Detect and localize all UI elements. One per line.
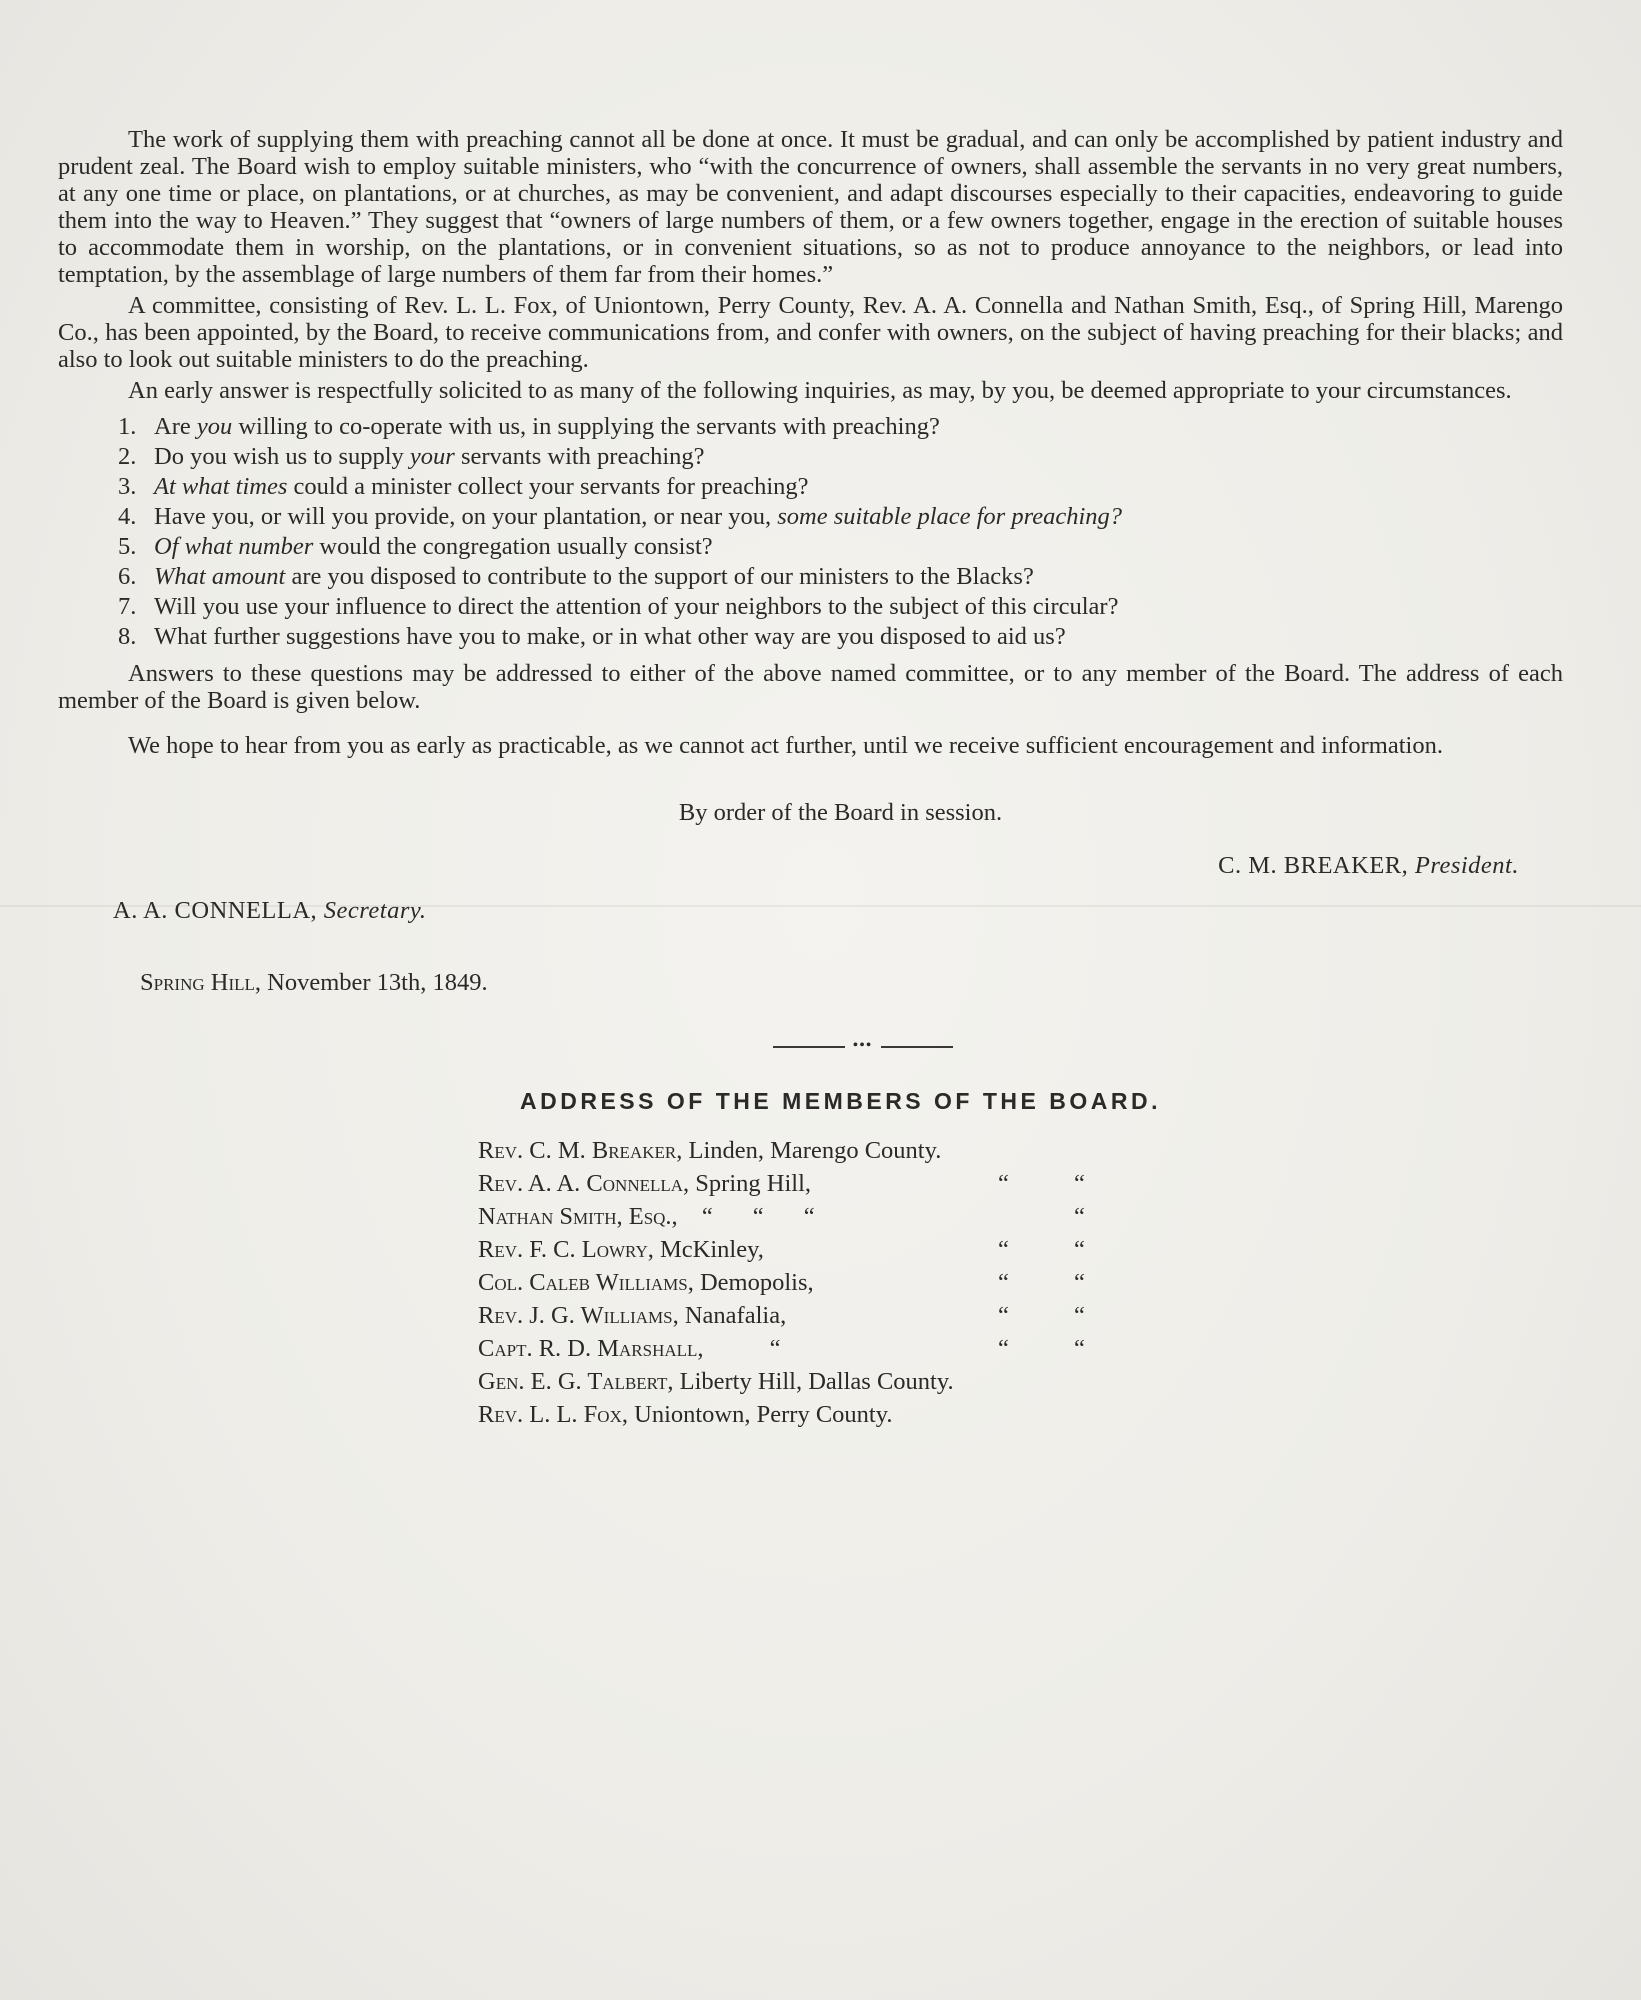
- member-row: Rev. A. A. Connella, Spring Hill, “ “: [478, 1170, 1085, 1197]
- divider-rule-left: [773, 1046, 845, 1048]
- secretary-signature: [113, 897, 1563, 924]
- member-row: Col. Caleb Williams, Demopolis, “ “: [478, 1269, 1085, 1296]
- board-heading: ADDRESS OF THE MEMBERS OF THE BOARD.: [520, 1088, 1161, 1114]
- question-item: 7. Will you use your influence to direct the attention of your neighbors to the subject of this circular?: [118, 593, 1119, 620]
- paragraph-preaching-work: The work of supplying them with preaching cannot all be done at once. It must be gradual, and can only be accomplished by patient industry and prudent zeal. The Board wish to employ suitable ministers, who “with the concurrence of owners, shall assemble the servants in no very great numbers, at any one time or place, on plantations, or at churches, as may be convenient, and adapt discourses especially to their capacities, endeavoring to guide them into the way to Heaven.” They suggest that “owners of large numbers of them, or a few owners together, engage in the erection of suitable houses to accommodate them in worship, on the plantations, or in convenient situations, so as not to produce annoyance to the neighbors, or lead into temptation, by the assemblage of large numbers of them far from their homes.”: [58, 126, 1563, 288]
- member-row: Rev. C. M. Breaker, Linden, Marengo County.: [478, 1137, 942, 1164]
- secretary-name: A. A. CONNELLA,: [113, 897, 318, 924]
- member-row: Gen. E. G. Talbert, Liberty Hill, Dallas County.: [478, 1368, 954, 1395]
- member-row: Rev. L. L. Fox, Uniontown, Perry County.: [478, 1401, 893, 1428]
- order-line: By order of the Board in session.: [678, 799, 1003, 826]
- president-signature: [58, 852, 1563, 879]
- question-item: 1. Are you willing to co-operate with us, in supplying the servants with preaching?: [118, 413, 940, 440]
- president-title: President.: [1414, 852, 1519, 879]
- section-divider: [773, 1037, 953, 1054]
- dateline: [140, 969, 1563, 996]
- member-row: Nathan Smith, Esq., “ “ “ “: [478, 1203, 1085, 1230]
- question-item: 2. Do you wish us to supply your servants with preaching?: [118, 443, 705, 470]
- president-name: C. M. BREAKER,: [1218, 852, 1409, 879]
- member-row: Capt. R. D. Marshall, “ “ “: [478, 1335, 1085, 1362]
- circular-body: [58, 126, 1563, 1432]
- dateline-place: Spring Hill,: [140, 969, 262, 996]
- question-item: 3. At what times could a minister collect your servants for preaching?: [118, 473, 809, 500]
- paragraph-answers: Answers to these questions may be addressed to either of the above named committee, or to any member of the Board. The address of each member of the Board is given below.: [58, 660, 1563, 714]
- member-list: [478, 1135, 1563, 1432]
- question-item: 8. What further suggestions have you to make, or in what other way are you disposed to aid us?: [118, 623, 1066, 650]
- question-item: 6. What amount are you disposed to contribute to the support of our ministers to the Blacks?: [118, 563, 1034, 590]
- paragraph-hope: We hope to hear from you as early as practicable, as we cannot act further, until we receive sufficient encouragement and information.: [128, 732, 1443, 759]
- paragraph-inquiry-intro: An early answer is respectfully solicited to as many of the following inquiries, as may, by you, be deemed appropriate to your circumstances.: [128, 377, 1512, 404]
- dateline-date: November 13th, 1849.: [267, 969, 488, 996]
- question-list: [58, 412, 1563, 652]
- paragraph-committee: A committee, consisting of Rev. L. L. Fox, of Uniontown, Perry County, Rev. A. A. Connella and Nathan Smith, Esq., of Spring Hill, Marengo Co., has been appointed, by the Board, to receive communications from, and confer with owners, on the subject of having preaching for their blacks; and also to look out suitable ministers to do the preaching.: [58, 292, 1563, 373]
- divider-dots: •••: [852, 1037, 873, 1054]
- secretary-title: Secretary.: [323, 897, 427, 924]
- question-item: 5. Of what number would the congregation usually consist?: [118, 533, 713, 560]
- member-row: Rev. F. C. Lowry, McKinley, “ “: [478, 1236, 1085, 1263]
- member-row: Rev. J. G. Williams, Nanafalia, “ “: [478, 1302, 1085, 1329]
- divider-rule-right: [881, 1046, 953, 1048]
- question-item: 4. Have you, or will you provide, on your plantation, or near you, some suitable place for preaching?: [118, 503, 1123, 530]
